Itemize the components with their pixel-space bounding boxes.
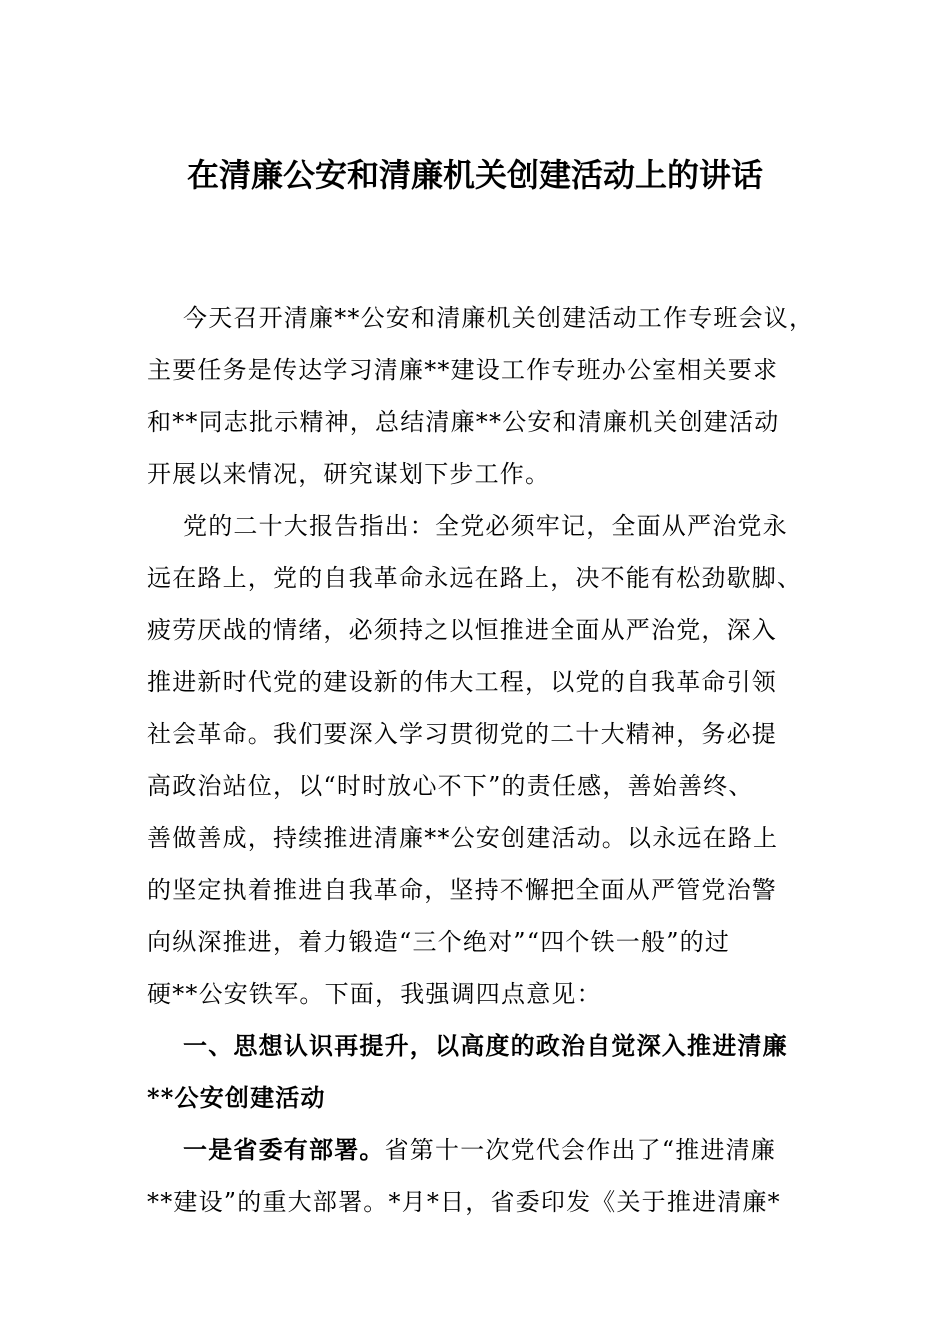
section-heading: **公安创建活动 [147, 1083, 326, 1112]
paragraph-line: 疲劳厌战的情绪，必须持之以恒推进全面从严治党，深入 [147, 616, 777, 644]
paragraph-line [147, 1124, 807, 1176]
paragraph-text: 省第十一次党代会作出了“推进清廉 [384, 1136, 777, 1164]
document-title: 在清廉公安和清廉机关创建活动上的讲话 [186, 156, 763, 194]
paragraph-line: 开展以来情况，研究谋划下步工作。 [147, 460, 551, 488]
paragraph-line: 的坚定执着推进自我革命，坚持不懈把全面从严管党治警 [147, 876, 777, 904]
paragraph-line: 高政治站位，以“时时放心不下”的责任感，善始善终、 [147, 772, 754, 800]
paragraph-line: 社会革命。我们要深入学习贯彻党的二十大精神，务必提 [147, 720, 777, 748]
paragraph-line: 远在路上，党的自我革命永远在路上，决不能有松劲歇脚、 [147, 564, 803, 592]
paragraph-line: 主要任务是传达学习清廉**建设工作专班办公室相关要求 [147, 356, 779, 384]
paragraph-line: 党的二十大报告指出：全党必须牢记，全面从严治党永 [183, 512, 788, 540]
lead-phrase: 一是省委有部署。 [183, 1135, 385, 1164]
paragraph-line: 推进新时代党的建设新的伟大工程，以党的自我革命引领 [147, 668, 777, 696]
paragraph-line: 今天召开清廉**公安和清廉机关创建活动工作专班会议， [183, 304, 815, 332]
paragraph-line: **建设”的重大部署。*月*日，省委印发《关于推进清廉* [147, 1188, 781, 1216]
section-heading: 一、思想认识再提升，以高度的政治自觉深入推进清廉 [183, 1031, 788, 1060]
paragraph-line: 硬**公安铁军。下面，我强调四点意见： [147, 980, 602, 1008]
paragraph-line: 和**同志批示精神，总结清廉**公安和清廉机关创建活动 [147, 408, 780, 436]
paragraph-line: 向纵深推进，着力锻造“三个绝对”“四个铁一般”的过 [147, 928, 731, 956]
paragraph-line: 善做善成，持续推进清廉**公安创建活动。以永远在路上 [147, 824, 779, 852]
document-body [147, 292, 815, 1228]
